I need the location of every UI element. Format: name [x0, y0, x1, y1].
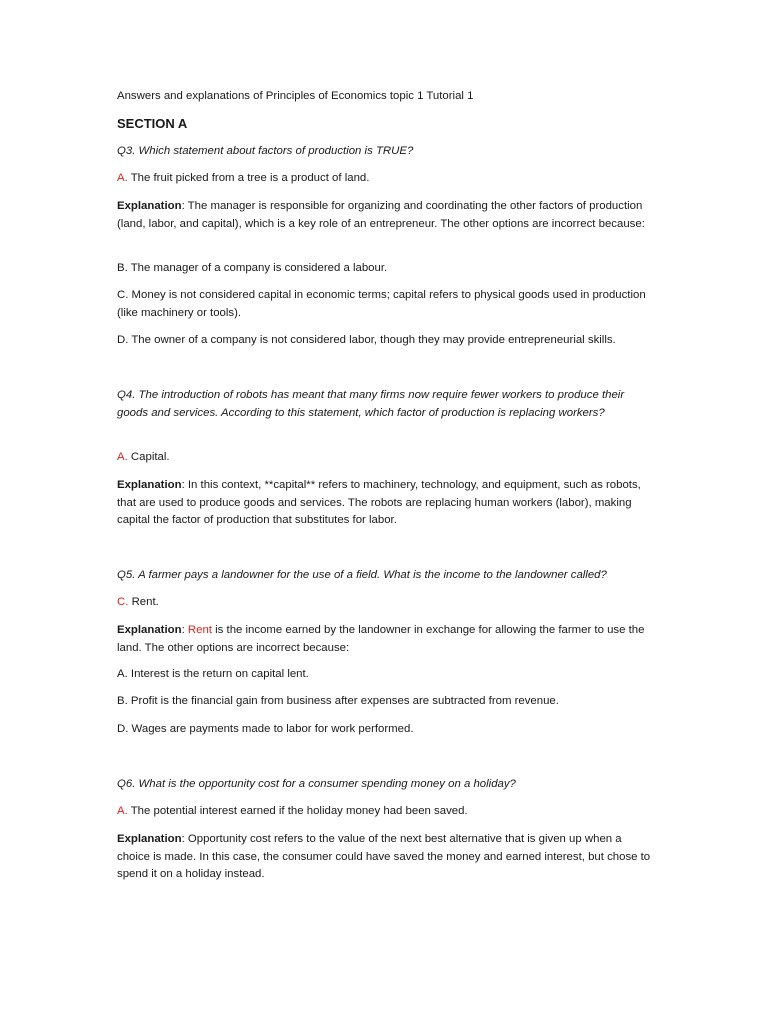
q3-option: D. The owner of a company is not considered labor, though they may provide entrepreneurial skills.	[117, 334, 616, 346]
q5-question: Q5. A farmer pays a landowner for the use of a field. What is the income to the landowner called?	[117, 569, 607, 581]
q6-explanation-text: : Opportunity cost refers to the value of the next best alternative that is given up when a choice is made. In this case, the consumer could have saved the money and earned interest, but chose to spend it on a holiday instead.	[117, 833, 651, 880]
q3-explanation-text: : The manager is responsible for organizing and coordinating the other factors of production (land, labor, and capital), which is a key role of an entrepreneur. The other options are incorrect because:	[117, 200, 645, 230]
q4-answer	[117, 449, 652, 467]
q3-explanation-label: Explanation	[117, 200, 182, 212]
q4-answer-text: Capital.	[127, 451, 170, 463]
q5-option: A. Interest is the return on capital lent.	[117, 668, 309, 680]
q5-answer-text: Rent.	[128, 596, 159, 608]
q5-option: B. Profit is the financial gain from business after expenses are subtracted from revenue.	[117, 695, 559, 707]
q6-answer	[117, 803, 652, 821]
q4-explanation	[117, 477, 652, 530]
q4-answer-letter: A.	[117, 451, 128, 463]
section-heading: SECTION A	[117, 116, 188, 131]
q5-answer-letter: C.	[117, 596, 129, 608]
q6-explanation	[117, 831, 652, 884]
q5-option: D. Wages are payments made to labor for work performed.	[117, 723, 414, 735]
q5-explanation-label: Explanation	[117, 624, 182, 636]
q4-explanation-text: : In this context, **capital** refers to machinery, technology, and equipment, such as robots, that are used to produce goods and services. The robots are replacing human workers (labor), making capital the factor of production that substitutes for labor.	[117, 479, 641, 526]
q3-question: Q3. Which statement about factors of production is TRUE?	[117, 145, 414, 157]
q5-explanation-sep: :	[181, 624, 188, 636]
q3-answer-letter: A.	[117, 172, 128, 184]
q6-answer-letter: A.	[117, 805, 128, 817]
document-title: Answers and explanations of Principles of Economics topic 1 Tutorial 1	[117, 90, 474, 102]
q6-question: Q6. What is the opportunity cost for a consumer spending money on a holiday?	[117, 778, 516, 790]
q3-option: C. Money is not considered capital in economic terms; capital refers to physical goods used in production (like machinery or tools).	[117, 289, 646, 319]
q3-option: B. The manager of a company is considered a labour.	[117, 262, 388, 274]
q5-answer	[117, 594, 652, 612]
q4-question: Q4. The introduction of robots has meant that many firms now require fewer workers to produce their goods and services. According to this statement, which factor of production is replacing workers?	[117, 389, 625, 419]
q6-answer-text: The potential interest earned if the holiday money had been saved.	[127, 805, 468, 817]
q3-answer	[117, 170, 652, 188]
q4-explanation-label: Explanation	[117, 479, 182, 491]
q3-answer-text: The fruit picked from a tree is a product of land.	[127, 172, 370, 184]
q5-explanation-text: is the income earned by the landowner in exchange for allowing the farmer to use the land. The other options are incorrect because:	[117, 624, 645, 654]
q3-explanation	[117, 198, 652, 233]
q5-explanation-highlight: Rent	[187, 624, 212, 636]
q5-explanation	[117, 622, 652, 657]
q6-explanation-label: Explanation	[117, 833, 182, 845]
